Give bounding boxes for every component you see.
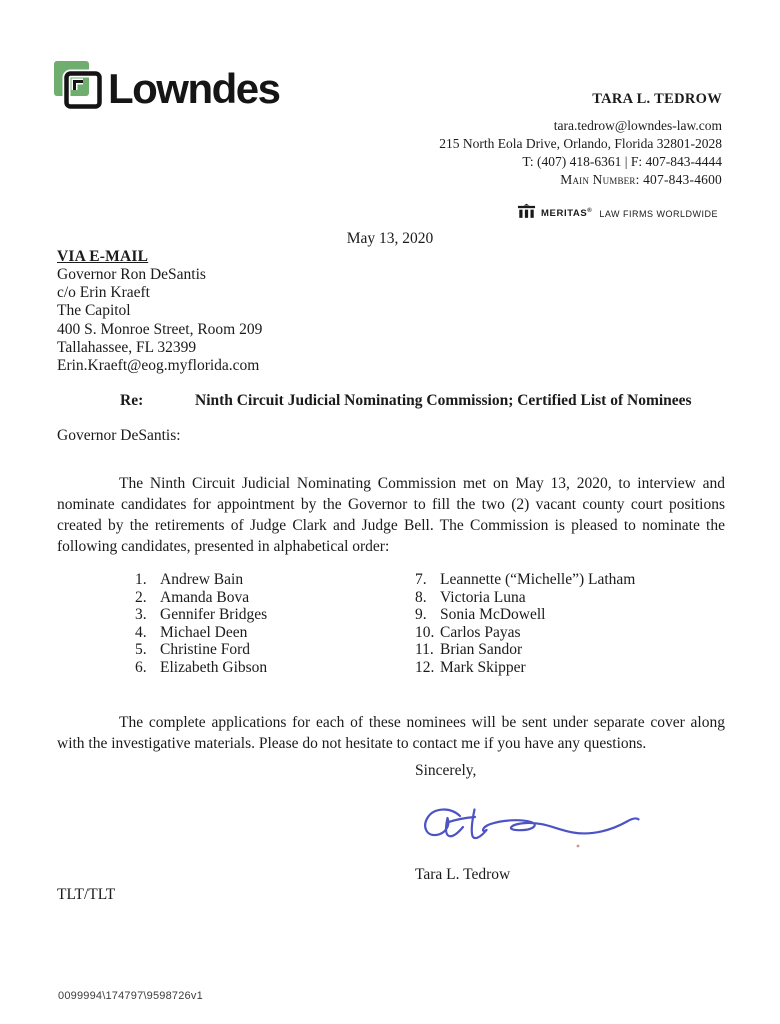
list-item: 10. Carlos Payas xyxy=(415,623,521,641)
document-control-number: 0099994\174797\9598726v1 xyxy=(58,990,203,1002)
meritas-name: MERITAS® xyxy=(541,207,593,220)
re-label: Re: xyxy=(120,392,144,409)
list-item: 5. Christine Ford xyxy=(135,641,250,659)
body-paragraph-1: The Ninth Circuit Judicial Nominating Commission met on May 13, 2020, to interview and nominate candidates for appointment by the Governor to fill the two (2) vacant county court positions created by the retirements of Judge Clark and Judge Bell. The Commission is pleased to nominate the following candidates, presented in alphabetical order: xyxy=(57,474,725,555)
firm-wordmark: Lowndes xyxy=(108,64,280,112)
attorney-main-number: Main Number: 407-843-4600 xyxy=(560,172,722,187)
list-item: 3. Gennifer Bridges xyxy=(135,606,268,624)
attorney-email: tara.tedrow@lowndes-law.com xyxy=(553,118,722,133)
recipient-email: Erin.Kraeft@eog.myflorida.com xyxy=(57,357,260,375)
list-item: 11. Brian Sandor xyxy=(415,641,523,659)
list-item: 8. Victoria Luna xyxy=(415,588,526,606)
letter-date: May 13, 2020 xyxy=(346,230,434,247)
recipient-city-state-zip: Tallahassee, FL 32399 xyxy=(57,338,197,356)
list-item: 1. Andrew Bain xyxy=(135,571,244,588)
lowndes-logo xyxy=(53,60,280,117)
attorney-phone-fax: T: (407) 418-6361 | F: 407-843-4444 xyxy=(522,154,722,169)
attorney-name: TARA L. TEDROW xyxy=(592,91,722,107)
signature-ink xyxy=(398,793,688,858)
re-subject: Ninth Circuit Judicial Nominating Commission; Certified List of Nominees xyxy=(195,392,692,409)
recipient-name: Governor Ron DeSantis xyxy=(57,266,206,283)
list-item: 6. Elizabeth Gibson xyxy=(135,658,268,676)
body-paragraph-2: The complete applications for each of these nominees will be sent under separate cover along with the investigative materials. Please do not hesitate to contact me if you have any questions. xyxy=(57,713,725,752)
recipient-building: The Capitol xyxy=(57,302,131,320)
attorney-address: 215 North Eola Drive, Orlando, Florida 32801-2028 xyxy=(439,136,722,151)
reference-initials: TLT/TLT xyxy=(57,886,116,903)
meritas-tagline: LAW FIRMS WORLDWIDE xyxy=(599,208,718,219)
delivery-method: VIA E-MAIL xyxy=(57,248,149,265)
signer-name: Tara L. Tedrow xyxy=(415,866,511,883)
meritas-logo xyxy=(517,203,718,224)
re-line xyxy=(120,392,692,410)
attorney-contact-block xyxy=(439,90,722,189)
closing-salutation: Sincerely, xyxy=(415,762,477,779)
recipient-address-block xyxy=(57,266,262,375)
recipient-care-of: c/o Erin Kraeft xyxy=(57,284,150,302)
list-item: 9. Sonia McDowell xyxy=(415,606,546,624)
list-item: 4. Michael Deen xyxy=(135,623,248,641)
registered-mark: ® xyxy=(587,207,593,214)
list-item: 2. Amanda Bova xyxy=(135,588,250,606)
list-item: 7. Leannette (“Michelle”) Latham xyxy=(415,571,636,588)
nominee-list xyxy=(135,571,695,677)
salutation: Governor DeSantis: xyxy=(57,427,181,444)
lowndes-logo-icon xyxy=(53,60,105,117)
meritas-columns-icon xyxy=(517,203,536,224)
recipient-street: 400 S. Monroe Street, Room 209 xyxy=(57,320,263,338)
nominee-column-1 xyxy=(135,571,415,677)
nominee-column-2 xyxy=(415,571,695,677)
list-item: 12. Mark Skipper xyxy=(415,658,526,676)
